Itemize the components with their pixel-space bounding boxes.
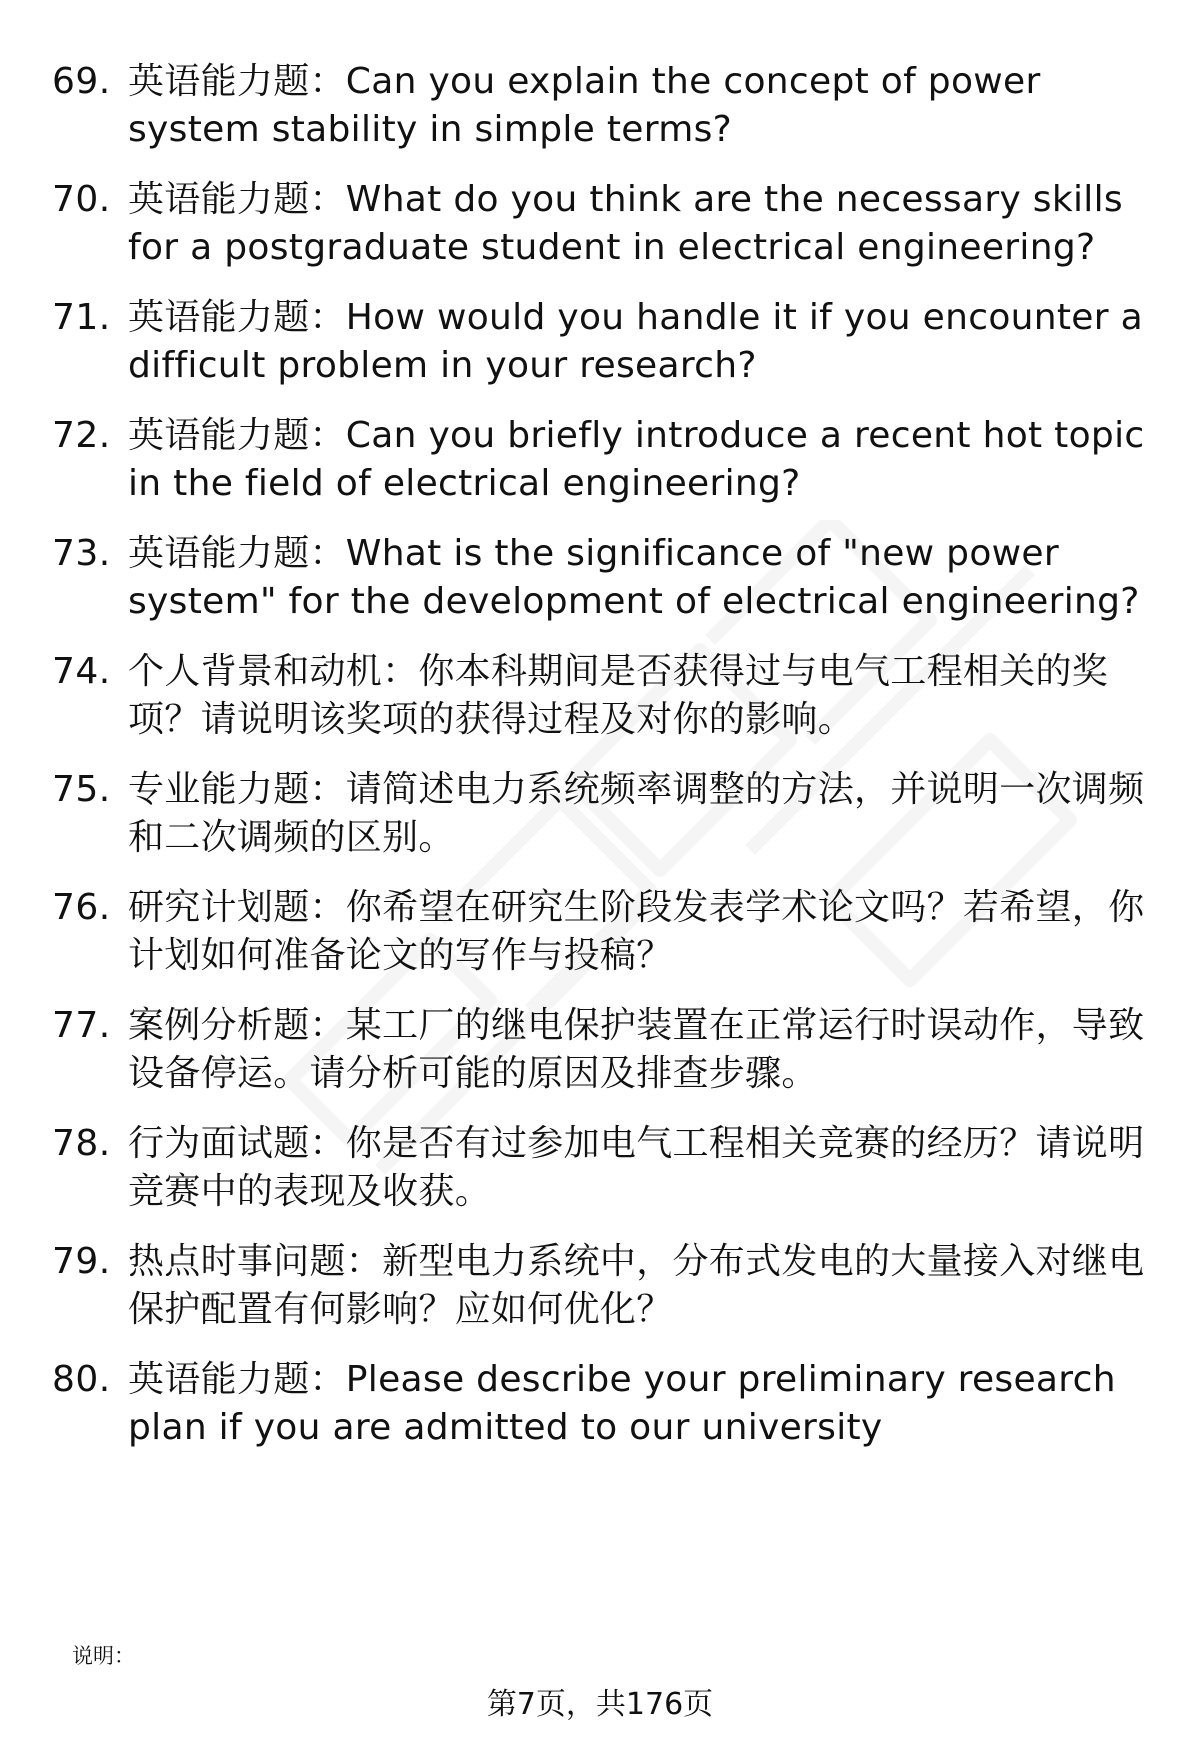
question-number: 76. [52,887,111,928]
question-text: 英语能力题：Can you explain the concept of power system stability in simple terms? [128,61,1041,150]
question-text: 专业能力题：请简述电力系统频率调整的方法，并说明一次调频和二次调频的区别。 [128,769,1145,858]
question-text: 研究计划题：你希望在研究生阶段发表学术论文吗？若希望，你计划如何准备论文的写作与投稿？ [128,887,1145,976]
question-number: 77. [52,1005,111,1046]
note-label: 说明： [72,1644,135,1668]
question-number: 74. [52,651,111,692]
question-number: 70. [52,179,111,220]
question-text: 行为面试题：你是否有过参加电气工程相关竞赛的经历？请说明竞赛中的表现及收获。 [128,1123,1145,1212]
question-number: 73. [52,533,111,574]
question-number: 71. [52,297,111,338]
question-text: 英语能力题：Please describe your preliminary research plan if you are admitted to our university [128,1359,1116,1448]
question-text: 英语能力题：Can you briefly introduce a recent hot topic in the field of electrical engineering? [128,415,1145,504]
question-text: 案例分析题：某工厂的继电保护装置在正常运行时误动作，导致设备停运。请分析可能的原因及排查步骤。 [128,1005,1145,1094]
question-number: 80. [52,1359,111,1400]
question-text: 个人背景和动机：你本科期间是否获得过与电气工程相关的奖项？请说明该奖项的获得过程及对你的影响。 [128,651,1109,740]
question-number: 78. [52,1123,111,1164]
question-text: 英语能力题：What is the significance of "new power system" for the development of electrical engineering? [128,533,1140,622]
question-text: 热点时事问题：新型电力系统中，分布式发电的大量接入对继电保护配置有何影响？应如何优化？ [128,1241,1145,1330]
question-number: 75. [52,769,111,810]
page-number-footer: 第7页，共176页 [486,1687,714,1722]
question-number: 69. [52,61,111,102]
question-text: 英语能力题：What do you think are the necessary skills for a postgraduate student in electrical engineering? [128,179,1123,268]
question-number: 72. [52,415,111,456]
question-number: 79. [52,1241,111,1282]
question-text: 英语能力题：How would you handle it if you encounter a difficult problem in your research? [128,297,1143,386]
